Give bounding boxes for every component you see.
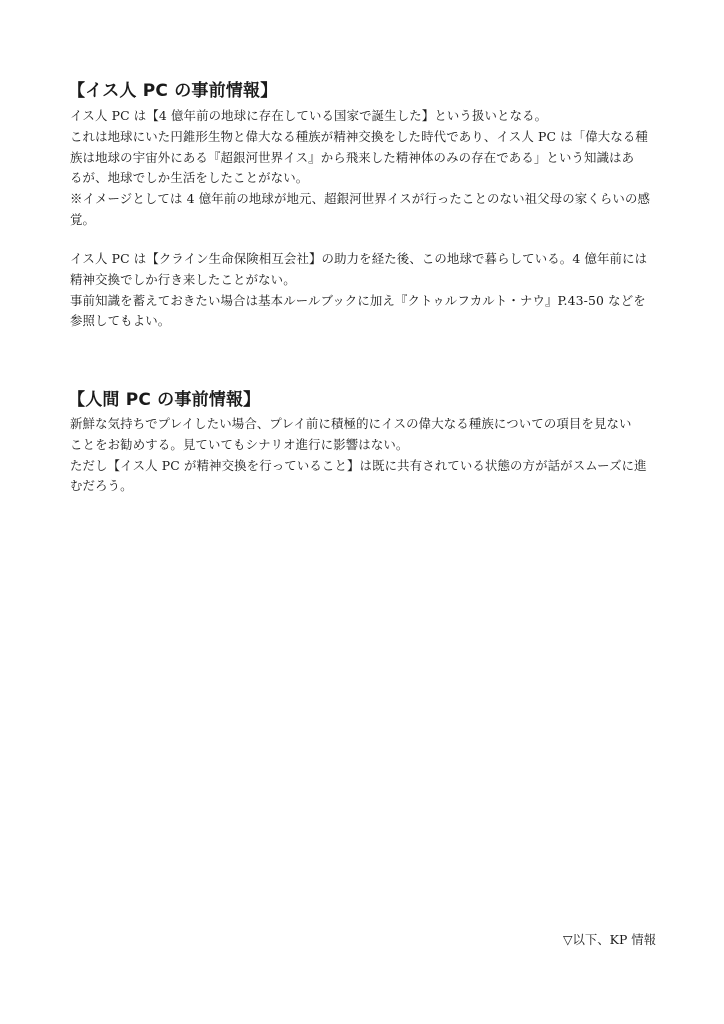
paragraph-line: イス人 PC は【4 億年前の地球に存在している国家で誕生した】という扱いとなる。 — [70, 108, 548, 123]
paragraph-line: ただし【イス人 PC が精神交換を行っていること】は既に共有されている状態の方が話がスムーズに進 — [70, 457, 647, 473]
paragraph-line: 精神交換でしか行き来したことがない。 — [70, 271, 296, 287]
section-heading-human-pc: 【人間 PC の事前情報】 — [68, 390, 261, 410]
paragraph-line: 覚。 — [70, 211, 96, 227]
paragraph-line: 事前知識を蓄えておきたい場合は基本ルールブックに加え『クトゥルフカルト・ナウ』P.43-50 などを — [70, 292, 646, 308]
paragraph-line: これは地球にいた円錐形生物と偉大なる種族が精神交換をした時代であり、イス人 PC は「偉大なる種 — [70, 128, 648, 144]
paragraph-line: 新鮮な気持ちでプレイしたい場合、プレイ前に積極的にイスの偉大なる種族についての項目を見ない — [70, 416, 632, 431]
paragraph-line: 族は地球の宇宙外にある『超銀河世界イス』から飛来した精神体のみの存在である」という知識はあ — [70, 149, 635, 165]
section-heading-isu-pc: 【イス人 PC の事前情報】 — [68, 81, 278, 101]
paragraph-line: るが、地球でしか生活をしたことがない。 — [70, 170, 309, 186]
paragraph-line: イス人 PC は【クライン生命保険相互会社】の助力を経た後、この地球で暮らしている。4 億年前には — [70, 251, 648, 266]
kp-info-footer-note: ▽以下、KP 情報 — [562, 932, 656, 947]
human-pc-paragraph — [70, 414, 660, 497]
paragraph-line: ※イメージとしては 4 億年前の地球が地元、超銀河世界イスが行ったことのない祖父母の家くらいの感 — [70, 191, 651, 207]
paragraph-line: ことをお勧めする。見ていてもシナリオ進行に影響はない。 — [70, 436, 409, 452]
isu-pc-intro-paragraph — [70, 106, 660, 231]
paragraph-line: 参照してもよい。 — [70, 313, 171, 329]
isu-pc-background-paragraph — [70, 249, 660, 332]
paragraph-line: むだろう。 — [70, 478, 133, 494]
